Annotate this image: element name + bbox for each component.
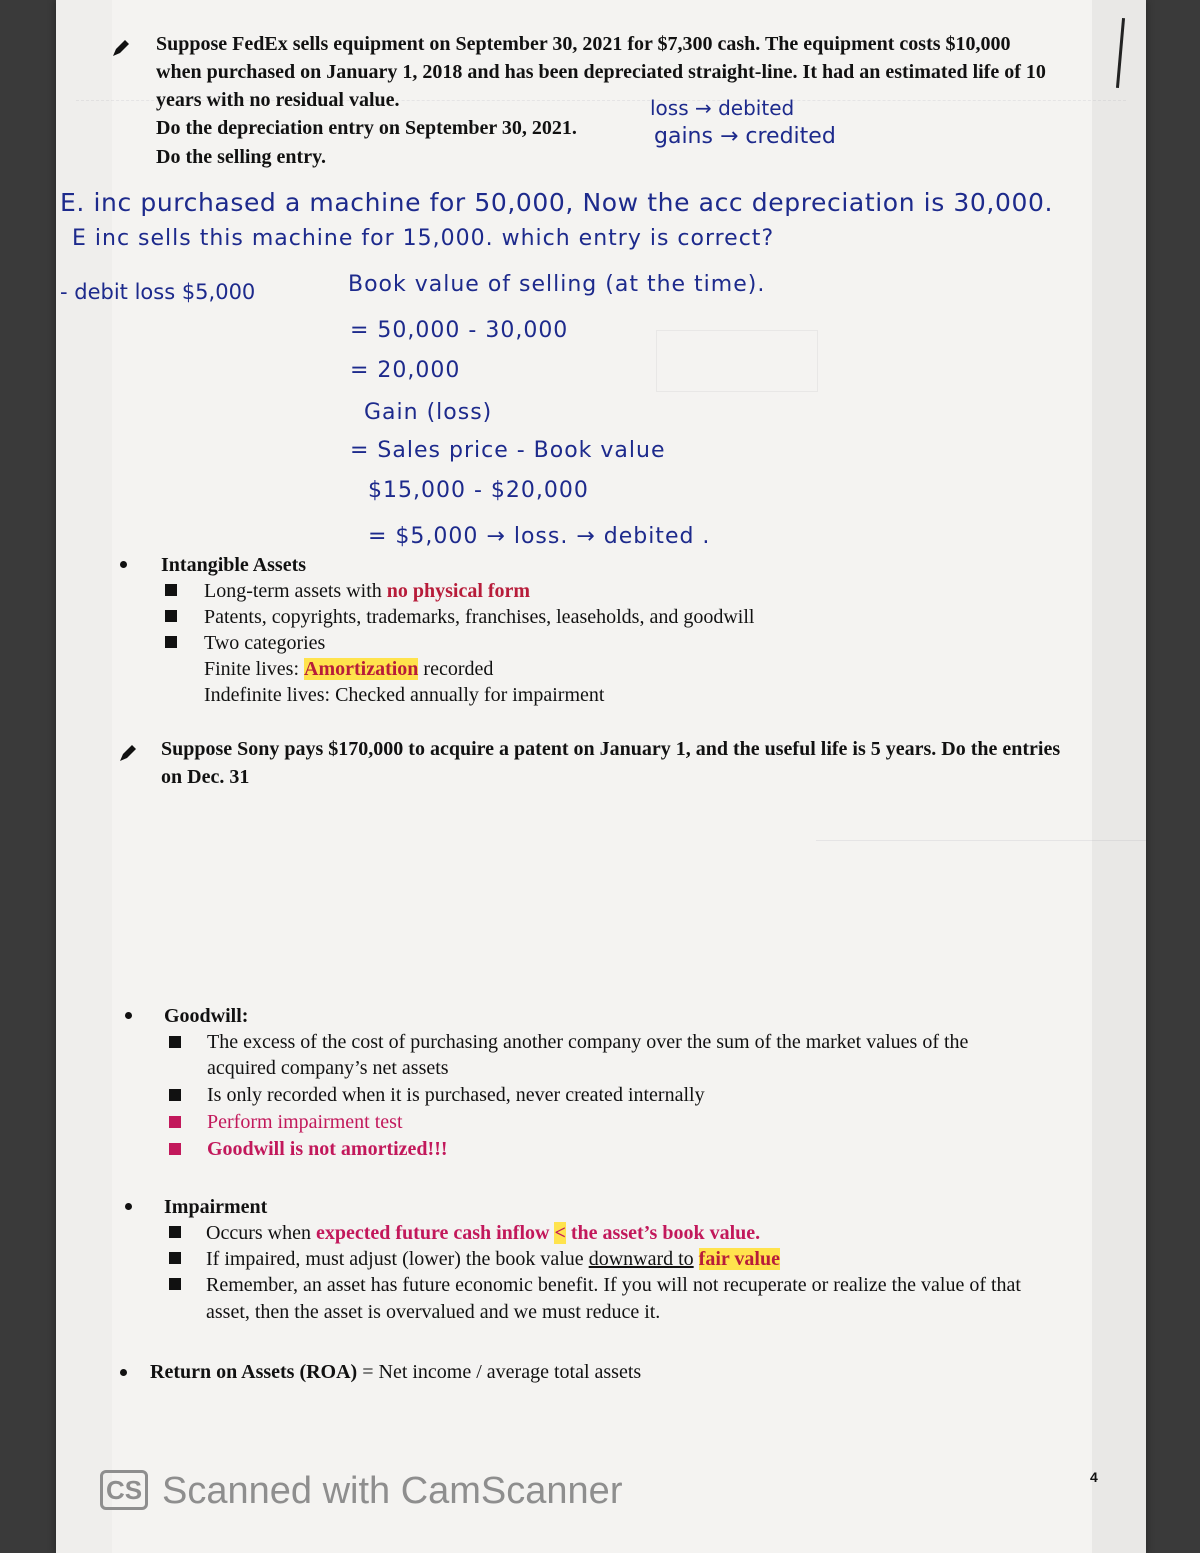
sony-problem-line1: Suppose Sony pays $170,000 to acquire a patent on January 1, and the useful life is 5 years. Do the entries [161,738,1061,760]
bullet-dot [125,1203,132,1210]
fedex-problem-line4: Do the depreciation entry on September 30, 2021. [156,117,577,139]
fedex-problem-line1: Suppose FedEx sells equipment on September 30, 2021 for $7,300 cash. The equipment costs $10,000 [156,33,1011,55]
impairment-item2-text: If impaired, must adjust (lower) the book value [206,1248,589,1270]
roa-formula: = Net income / average total assets [357,1361,642,1383]
book-value-step1: = 50,000 - 30,000 [350,318,569,343]
goodwill-item2: Is only recorded when it is purchased, never created internally [207,1084,705,1106]
fair-value-highlight: fair value [698,1248,780,1270]
bullet-square-pink [169,1116,181,1128]
example-line2: E inc sells this machine for 15,000. which entry is correct? [72,226,775,251]
bullet-square [165,584,177,596]
answer-debit-loss: - debit loss $5,000 [60,280,256,304]
finite-lives-text: Finite lives: [204,658,304,680]
downward-to-underline: downward to [588,1248,694,1270]
camscanner-logo: CS [100,1470,148,1510]
gain-loss-step1: = Sales price - Book value [350,438,666,463]
goodwill-heading: Goodwill: [164,1005,249,1027]
bullet-square [169,1252,181,1264]
goodwill-item4: Goodwill is not amortized!!! [207,1138,448,1160]
gains-credited-note: gains → credited [654,124,836,149]
bleed-through-line [816,840,1146,951]
fedex-problem-line2: when purchased on January 1, 2018 and has been depreciated straight-line. It had an estimated life of 10 [156,61,1046,83]
pencil-icon [111,38,131,58]
impairment-item3-line2: asset, then the asset is overvalued and we must reduce it. [206,1301,661,1323]
intangible-item3: Two categories [204,632,326,654]
fedex-problem-line5: Do the selling entry. [156,146,326,168]
page-right-margin [1092,0,1146,1553]
bullet-dot [125,1012,132,1019]
impairment-item3-line1: Remember, an asset has future economic benefit. If you will not recuperate or realize the value of that [206,1274,1021,1296]
finite-lives-suffix: recorded [418,658,494,680]
amortization-highlight: Amortization [304,658,419,680]
no-physical-form-emph: no physical form [386,580,531,602]
bullet-square [169,1036,181,1048]
finite-lives [204,655,493,683]
intangible-heading: Intangible Assets [161,554,307,576]
gain-loss-title: Gain (loss) [364,400,493,425]
scanned-with-camscanner: Scanned with CamScanner [162,1470,623,1512]
gain-loss-step3: = $5,000 → loss. → debited . [368,524,711,549]
bullet-dot [120,561,127,568]
bleed-through-box [656,330,818,392]
intangible-item1 [204,577,530,605]
pencil-icon [118,743,138,763]
bullet-square [165,636,177,648]
less-than-highlight: < [554,1222,566,1244]
gain-loss-step2: $15,000 - $20,000 [368,478,589,503]
goodwill-item3: Perform impairment test [207,1111,403,1133]
sony-problem-line2: on Dec. 31 [161,766,250,788]
impairment-item2 [206,1245,780,1273]
goodwill-item1-line2: acquired company’s net assets [207,1057,449,1079]
spacer [694,1248,699,1270]
document-page [56,0,1146,1553]
indefinite-lives: Indefinite lives: Checked annually for impairment [204,684,605,706]
page-number: 4 [1090,1469,1098,1485]
impairment-item1-text: Occurs when [206,1222,316,1244]
bullet-dot [120,1369,127,1376]
asset-book-value-emph: the asset’s book value. [570,1222,761,1244]
expected-cash-inflow-emph: expected future cash inflow [315,1222,550,1244]
bullet-square [169,1278,181,1290]
book-value-title: Book value of selling (at the time). [348,272,766,297]
impairment-heading: Impairment [164,1196,268,1218]
bullet-square [165,610,177,622]
intangible-item1-text: Long-term assets with [204,580,387,602]
bullet-square-pink [169,1143,181,1155]
intangible-item2: Patents, copyrights, trademarks, franchises, leaseholds, and goodwill [204,606,755,628]
book-value-step2: = 20,000 [350,358,461,383]
fedex-problem-line3: years with no residual value. [156,89,400,111]
bullet-square [169,1089,181,1101]
impairment-item1 [206,1219,760,1247]
roa-line [150,1358,641,1386]
bullet-square [169,1226,181,1238]
goodwill-item1-line1: The excess of the cost of purchasing another company over the sum of the market values of the [207,1031,969,1053]
loss-debited-note: loss → debited [650,96,795,120]
example-line1: E. inc purchased a machine for 50,000, Now the acc depreciation is 30,000. [60,188,1054,217]
roa-label: Return on Assets (ROA) [150,1361,358,1383]
